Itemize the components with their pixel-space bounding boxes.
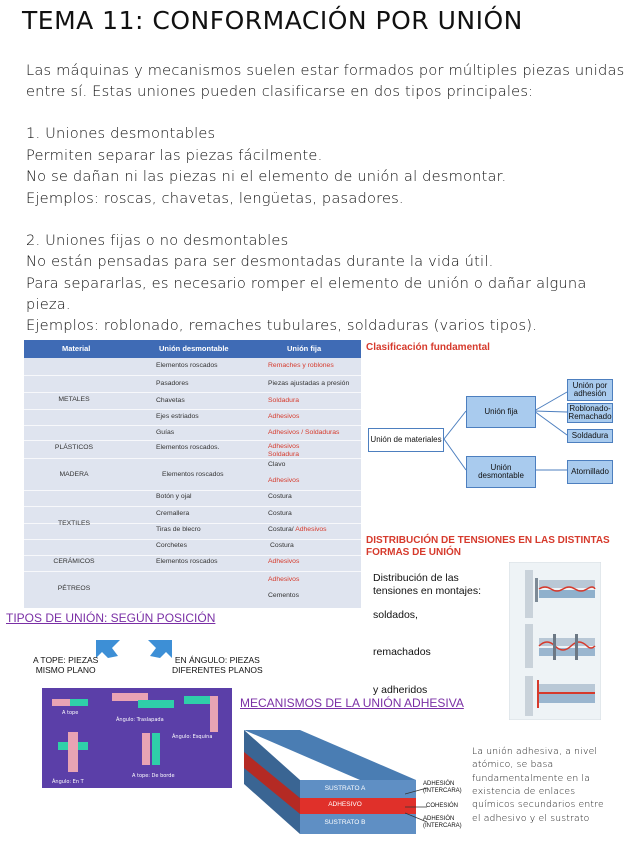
- section1-heading: 1. Uniones desmontables: [26, 125, 216, 142]
- tree-root: Unión de materiales: [368, 428, 444, 452]
- section2-line-4: Ejemplos: roblonado, remaches tubulares, soldaduras (varios tipos).: [26, 317, 538, 334]
- group-madera: MADERA: [59, 471, 89, 478]
- table-cell: Piezas ajustadas a presión: [268, 380, 350, 387]
- classification-title: Clasificación fundamental: [366, 342, 490, 353]
- group-ceramicos: CERÁMICOS: [53, 558, 95, 565]
- posicion-link[interactable]: TIPOS DE UNIÓN: SEGÚN POSICIÓN: [6, 611, 216, 625]
- joint-label: A tope: De borde: [132, 773, 175, 779]
- posicion-a-tope-label: A TOPE: PIEZAS MISMO PLANO: [33, 655, 99, 675]
- section2-line-1: No están pensadas para ser desmontadas durante la vida útil.: [26, 253, 494, 270]
- table-header-desmontable: Unión desmontable: [159, 344, 229, 353]
- table-cell: Botón y ojal: [156, 493, 192, 500]
- table-cell: Adhesivos / Soldaduras: [268, 429, 340, 436]
- tree-union-fija: Unión fija: [466, 396, 536, 428]
- group-plasticos: PLÁSTICOS: [54, 444, 94, 451]
- tree-atornillado: Atornillado: [567, 460, 613, 484]
- intro-line-2: entre sí. Estas uniones pueden clasificarse en dos tipos principales:: [26, 83, 534, 100]
- tree-roblonado: Roblonado-Remachado: [568, 403, 612, 421]
- tensiones-adheridos: y adheridos: [373, 684, 428, 696]
- joint-label: A tope: [62, 710, 79, 716]
- intro-line-1: Las máquinas y mecanismos suelen estar formados por múltiples piezas unidas: [26, 62, 625, 79]
- section2-line-3: pieza.: [26, 296, 71, 313]
- section2-heading: 2. Uniones fijas o no desmontables: [26, 232, 289, 249]
- table-cell: Soldadura: [268, 397, 299, 404]
- tensiones-soldados: soldados,: [373, 609, 418, 621]
- stress-images: [509, 562, 601, 720]
- section1-line-2: No se dañan ni las piezas ni el elemento de unión al desmontar.: [26, 168, 507, 185]
- table-cell: Elementos roscados: [156, 558, 218, 565]
- section2-line-2: Para separarlas, es necesario romper el elemento de unión o dañar alguna: [26, 275, 587, 292]
- posicion-en-angulo-label: EN ÁNGULO: PIEZAS DIFERENTES PLANOS: [172, 655, 263, 675]
- table-header-material: Material: [62, 344, 91, 353]
- adhesivo: ADHESIVO: [328, 801, 362, 808]
- table-cell: Ejes estriados: [156, 413, 199, 420]
- table-cell: Cementos: [268, 592, 299, 599]
- tree-adhesion: Unión por adhesión: [567, 379, 613, 401]
- joint-label: Ángulo: En T: [52, 779, 84, 785]
- table-cell: Adhesivos: [268, 477, 300, 484]
- table-cell: Chavetas: [156, 397, 185, 404]
- joint-label: Ángulo: Traslapada: [116, 717, 164, 723]
- table-cell: Costura: [268, 493, 292, 500]
- table-cell: Adhesivos: [268, 576, 300, 583]
- table-cell: Adhesivos: [268, 443, 300, 450]
- adhesiva-link[interactable]: MECANISMOS DE LA UNIÓN ADHESIVA: [240, 696, 464, 710]
- sustrato-a: SUSTRATO A: [324, 785, 366, 792]
- section1-line-1: Permiten separar las piezas fácilmente.: [26, 147, 323, 164]
- tensiones-remachados: remachados: [373, 646, 431, 658]
- table-cell: Tiras de blecro: [156, 526, 201, 533]
- table-cell: Corchetes: [156, 542, 187, 549]
- group-metales: METALES: [58, 396, 90, 403]
- adhesion-label-1: ADHESIÓN (INTERCARA): [423, 781, 462, 795]
- table-cell: Remaches y roblones: [268, 362, 334, 369]
- table-cell: Pasadores: [156, 380, 189, 387]
- arrows: [94, 638, 174, 660]
- joint-label: Ángulo: Esquina: [172, 734, 213, 740]
- page-title: TEMA 11: CONFORMACIÓN POR UNIÓN: [22, 6, 523, 35]
- tensiones-title: DISTRIBUCIÓN DE TENSIONES EN LAS DISTINTAS FORMAS DE UNIÓN: [366, 535, 610, 558]
- sustrato-b: SUSTRATO B: [324, 819, 366, 826]
- table-header-fija: Unión fija: [287, 344, 322, 353]
- table-cell: Clavo: [268, 461, 286, 468]
- adhesiva-note: La unión adhesiva, a nivel atómico, se basa fundamentalmente en la existencia de enlaces químicos secundarios entre el adhesivo y el sustrato: [472, 746, 604, 824]
- table-cell: Guías: [156, 429, 175, 436]
- tree-soldadura: Soldadura: [567, 429, 613, 443]
- section1-line-3: Ejemplos: roscas, chavetas, lengüetas, pasadores.: [26, 190, 404, 207]
- joint-types-panel: [42, 688, 232, 788]
- table-cell: Soldadura: [268, 451, 299, 458]
- adhesion-label-2: ADHESIÓN (INTERCARA): [423, 816, 462, 830]
- table-cell: Cremallera: [156, 510, 190, 517]
- group-textiles: TEXTILES: [57, 520, 91, 527]
- cohesion-label: COHESIÓN: [426, 803, 459, 809]
- group-petreos: PÉTREOS: [57, 585, 91, 592]
- table-cell: Adhesivos: [268, 558, 300, 565]
- materials-table: [24, 340, 361, 608]
- table-header: [24, 340, 361, 358]
- table-cell: Elementos roscados: [156, 362, 218, 369]
- tensiones-desc: Distribución de las tensiones en montajes:: [373, 572, 481, 598]
- table-cell: Adhesivos: [268, 413, 300, 420]
- table-cell: Elementos roscados.: [156, 444, 220, 451]
- table-cell: Costura: [268, 510, 292, 517]
- table-cell: Costura/ Adhesivos: [268, 526, 327, 533]
- table-cell: Costura: [270, 542, 294, 549]
- tree-union-desmontable: Unión desmontable: [466, 456, 536, 488]
- table-cell: Elementos roscados: [162, 471, 224, 478]
